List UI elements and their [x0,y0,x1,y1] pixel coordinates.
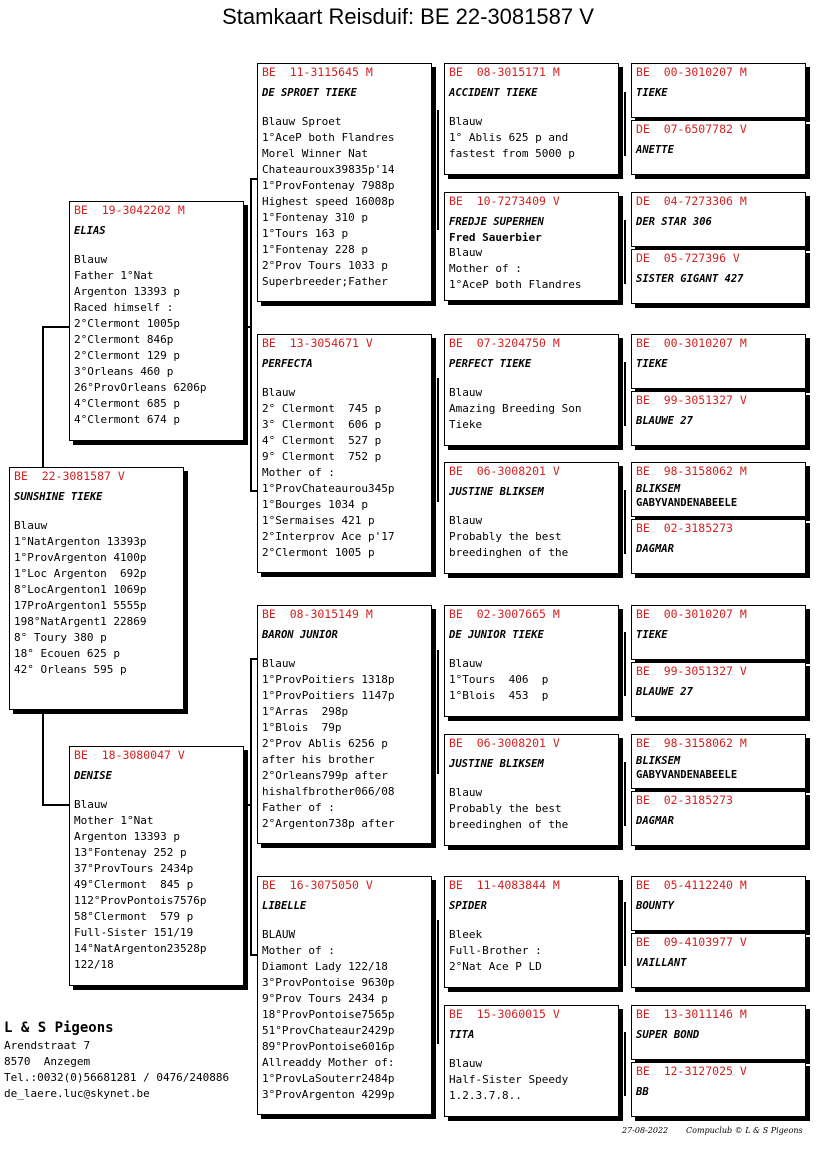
pigeon-name: VAILLANT [636,957,687,969]
ring-number: DE 04-7273306 M [636,194,747,208]
pigeon-card-ggp [444,462,619,574]
pigeon-card-dam-sire [257,605,432,844]
info-line: 8°LocArgenton1 1069p [14,583,147,596]
info-line: Half-Sister Speedy [449,1073,569,1086]
info-line: Blauw Sproet [262,115,342,128]
info-line: 1°Bourges 1034 p [262,498,368,511]
info-line: Full-Brother : [449,944,542,957]
info-line: 58°Clermont 579 p [74,910,194,923]
pigeon-card-ggp [444,734,619,846]
info-line: 2°Prov Ablis 6256 p [262,737,388,750]
ring-number: BE 08-3015171 M [449,65,560,79]
info-line: 1°Loc Argenton 692p [14,567,147,580]
info-line: 1°Blois 453 p [449,689,549,702]
info-line: 13°Fontenay 252 p [74,846,187,859]
info-line: Full-Sister 151/19 [74,926,194,939]
connector-line [244,326,252,328]
pigeon-card-ggp [444,605,619,717]
info-line: Mother 1°Nat [74,814,154,827]
info-line: Blauw [74,798,108,811]
pigeon-card-gggp [631,120,806,175]
info-line: Probably the best [449,530,562,543]
pigeon-card-gggp [631,63,806,118]
owner-city: 8570 Anzegem [4,1055,91,1068]
ring-number: BE 02-3185273 [636,793,733,807]
pigeon-card-gggp [631,192,806,247]
connector-line [244,804,252,806]
info-line: Probably the best [449,802,562,815]
pigeon-card-ggp [444,876,619,988]
pigeon-card-gggp [631,519,806,574]
pigeon-name: SISTER GIGANT 427 [636,273,744,285]
info-line: Mother of : [262,466,335,479]
info-line: 2°Interprov Ace p'17 [262,530,395,543]
ring-number: BE 08-3015149 M [262,607,373,621]
ring-number: BE 12-3127025 V [636,1064,747,1078]
info-line: 18° Ecouen 625 p [14,647,120,660]
ring-number: BE 07-3204750 M [449,336,560,350]
owner-email[interactable]: de_laere.luc@skynet.be [4,1087,150,1100]
info-line: Blauw [449,1057,483,1070]
connector-line [437,650,439,774]
ring-number: BE 98-3158062 M [636,736,747,750]
ring-number: BE 00-3010207 M [636,336,747,350]
pigeon-card-gggp [631,1062,806,1117]
info-line: 1°ProvArgenton 4100p [14,551,147,564]
info-line: Blauw [449,386,483,399]
info-line: Allreaddy Mother of: [262,1056,395,1069]
info-line: 4°Clermont 685 p [74,397,180,410]
info-line: 1°Tours 406 p [449,673,549,686]
connector-line [42,326,70,328]
info-line: 2°Clermont 1005 p [262,546,375,559]
info-line: Blauw [449,786,483,799]
info-line: 1.2.3.7.8.. [449,1089,522,1102]
info-line: 3° Clermont 606 p [262,418,382,431]
info-line: Tieke [449,418,483,431]
ring-number: BE 02-3007665 M [449,607,560,621]
info-line: 2°Clermont 1005p [74,317,180,330]
footer-credit: Compuclub © L & S Pigeons [686,1126,803,1135]
pigeon-card-subject [9,467,184,710]
pigeon-name: LIBELLE [262,900,307,912]
info-line: 1°ProvPoitiers 1318p [262,673,395,686]
pigeon-name: TITA [449,1029,475,1041]
info-line: Argenton 13393 p [74,285,180,298]
info-line: 2°Nat Ace P LD [449,960,542,973]
pigeon-card-gggp [631,605,806,660]
info-line: Raced himself : [74,301,174,314]
info-line: Chateauroux39835p'14 [262,163,395,176]
info-line: 1°ProvFontenay 7988p [262,179,395,192]
ring-number: BE 00-3010207 M [636,607,747,621]
info-line: 4° Clermont 527 p [262,434,382,447]
ring-number: BE 10-7273409 V [449,194,560,208]
info-line: Blauw [449,115,483,128]
info-line: Mother of : [449,262,522,275]
pigeon-name: ANETTE [636,144,674,156]
pigeon-name: BLAUWE 27 [636,415,693,427]
ring-number: BE 09-4103977 V [636,935,747,949]
pigeon-name: TIEKE [636,629,668,641]
connector-line [624,490,626,554]
info-line: BLAUW [262,928,296,941]
footer-date: 27-08-2022 [622,1126,669,1135]
pigeon-name: BB [636,1086,649,1098]
pigeon-name: BOUNTY [636,900,674,912]
connector-line [624,762,626,826]
owner-street: Arendstraat 7 [4,1039,91,1052]
ring-number: DE 05-727396 V [636,251,740,265]
info-line: 37°ProvTours 2434p [74,862,194,875]
pigeon-name: TIEKE [636,358,668,370]
pigeon-name: JUSTINE BLIKSEM [449,758,544,770]
info-line: after his brother [262,753,375,766]
pigeon-card-ggp [444,334,619,446]
info-line: Father 1°Nat [74,269,154,282]
pigeon-card-gggp [631,249,806,304]
ring-number: BE 99-3051327 V [636,664,747,678]
connector-line [437,920,439,1044]
pigeon-card-gggp [631,876,806,931]
pigeon-name: PERFECTA [262,358,313,370]
info-line: Blauw [262,386,296,399]
info-line: 2° Clermont 745 p [262,402,382,415]
info-line: 51°ProvChateaur2429p [262,1024,395,1037]
pigeon-card-gggp [631,791,806,846]
page-title: Stamkaart Reisduif: BE 22-3081587 V [222,4,594,29]
info-line: Morel Winner Nat [262,147,368,160]
ring-number: BE 18-3080047 V [74,748,185,762]
connector-line [250,658,252,954]
info-line: 1°ProvPoitiers 1147p [262,689,395,702]
pigeon-name: SUPER BOND [636,1029,700,1041]
pigeon-name: SUNSHINE TIEKE [14,491,103,503]
info-line: 2°Prov Tours 1033 p [262,259,388,272]
info-line: Father of : [262,801,335,814]
owner-info [4,1018,229,1102]
ring-number: BE 11-4083844 M [449,878,560,892]
pigeon-card-dam [69,746,244,986]
info-line: breedinghen of the [449,818,569,831]
pigeon-card-sire [69,201,244,441]
pigeon-name: SPIDER [449,900,487,912]
pigeon-card-ggp [444,192,619,301]
pigeon-card-gggp [631,391,806,446]
info-line: Blauw [449,514,483,527]
ring-number: BE 00-3010207 M [636,65,747,79]
info-line: 9°Prov Tours 2434 p [262,992,388,1005]
pigeon-name: ACCIDENT TIEKE [449,87,538,99]
info-line: 1°Blois 79p [262,721,342,734]
ring-number: BE 15-3060015 V [449,1007,560,1021]
pigeon-card-gggp [631,462,806,517]
info-line: 1°NatArgenton 13393p [14,535,147,548]
owner-name: L & S Pigeons [4,1020,114,1036]
pigeon-card-ggp [444,1005,619,1117]
info-line: Superbreeder;Father [262,275,388,288]
pigeon-card-gggp [631,1005,806,1060]
pigeon-card-sire-dam [257,334,432,573]
pigeon-card-gggp [631,662,806,717]
info-line: 42° Orleans 595 p [14,663,127,676]
connector-line [624,92,626,156]
connector-line [42,326,44,469]
info-line: Argenton 13393 p [74,830,180,843]
info-line: 2°Clermont 129 p [74,349,180,362]
info-line: 49°Clermont 845 p [74,878,194,891]
pigeon-name: DAGMAR [636,543,674,555]
connector-line [42,712,44,804]
owner-phone: Tel.:0032(0)56681281 / 0476/240886 [4,1071,230,1084]
ring-number: BE 22-3081587 V [14,469,125,483]
pigeon-card-gggp [631,933,806,988]
pigeon-name: BLIKSEM [636,755,681,767]
info-line: 3°ProvPontoise 9630p [262,976,395,989]
info-line: 1°ProvChateaurou345p [262,482,395,495]
pigeon-card-sire-sire [257,63,432,302]
connector-line [624,902,626,966]
info-line: 17ProArgenton1 5555p [14,599,147,612]
ring-number: BE 06-3008201 V [449,736,560,750]
pigeon-name: DE SPROET TIEKE [262,87,357,99]
connector-line [624,220,626,284]
pigeon-name: JUSTINE BLIKSEM [449,486,544,498]
ring-number: BE 19-3042202 M [74,203,185,217]
pigeon-owner: GABYVANDENABEELE [636,769,738,781]
pigeon-name: BLAUWE 27 [636,686,693,698]
connector-line [42,804,70,806]
info-line: 9° Clermont 752 p [262,450,382,463]
ring-number: BE 16-3075050 V [262,878,373,892]
info-line: 1°Sermaises 421 p [262,514,375,527]
connector-line [437,378,439,502]
ring-number: DE 07-6507782 V [636,122,747,136]
pigeon-card-dam-dam [257,876,432,1115]
info-line: 4°Clermont 674 p [74,413,180,426]
ring-number: BE 05-4112240 M [636,878,747,892]
info-line: Blauw [449,246,483,259]
info-line: 1°AceP both Flandres [449,278,582,291]
info-line: hishalfbrother066/08 [262,785,395,798]
connector-line [624,632,626,696]
ring-number: BE 13-3054671 V [262,336,373,350]
info-line: 122/18 [74,958,114,971]
ring-number: BE 13-3011146 M [636,1007,747,1021]
info-line: Amazing Breeding Son [449,402,582,415]
connector-line [250,178,252,490]
ring-number: BE 11-3115645 M [262,65,373,79]
info-line: Blauw [74,253,108,266]
info-line: 1°Fontenay 228 p [262,243,368,256]
info-line: Bleek [449,928,483,941]
info-line: 1°ProvLaSouterr2484p [262,1072,395,1085]
info-line: 8° Toury 380 p [14,631,107,644]
info-line: Blauw [449,657,483,670]
info-line: breedinghen of the [449,546,569,559]
ring-number: BE 98-3158062 M [636,464,747,478]
info-line: Blauw [14,519,48,532]
info-line: fastest from 5000 p [449,147,575,160]
pigeon-name: PERFECT TIEKE [449,358,532,370]
info-line: 3°ProvArgenton 4299p [262,1088,395,1101]
pigeon-card-gggp [631,334,806,389]
pigeon-name: BARON JUNIOR [262,629,338,641]
info-line: 3°Orleans 460 p [74,365,174,378]
connector-line [437,110,439,230]
pigeon-name: FREDJE SUPERHEN [449,216,544,228]
pigeon-subtitle: Fred Sauerbier [449,231,542,244]
pigeon-name: ELIAS [74,225,106,237]
ring-number: BE 99-3051327 V [636,393,747,407]
info-line: 1°Tours 163 p [262,227,349,240]
info-line: 2°Argenton738p after [262,817,395,830]
pigeon-card-ggp [444,63,619,175]
ring-number: BE 02-3185273 [636,521,733,535]
info-line: 14°NatArgenton23528p [74,942,207,955]
connector-line [624,362,626,426]
info-line: 112°ProvPontois7576p [74,894,207,907]
pigeon-card-gggp [631,734,806,789]
connector-line [624,1032,626,1096]
pigeon-name: DAGMAR [636,815,674,827]
pigeon-name: TIEKE [636,87,668,99]
pigeon-name: DENISE [74,770,112,782]
info-line: 26°ProvOrleans 6206p [74,381,207,394]
info-line: 198°NatArgent1 22869 [14,615,147,628]
info-line: 89°ProvPontoise6016p [262,1040,395,1053]
info-line: 1° Ablis 625 p and [449,131,569,144]
pigeon-owner: GABYVANDENABEELE [636,497,738,509]
pigeon-name: BLIKSEM [636,483,681,495]
ring-number: BE 06-3008201 V [449,464,560,478]
info-line: Diamont Lady 122/18 [262,960,388,973]
info-line: 18°ProvPontoise7565p [262,1008,395,1021]
info-line: Mother of : [262,944,335,957]
info-line: Blauw [262,657,296,670]
pigeon-name: DER STAR 306 [636,216,712,228]
pigeon-name: DE JUNIOR TIEKE [449,629,544,641]
info-line: 1°Fontenay 310 p [262,211,368,224]
info-line: 1°AceP both Flandres [262,131,395,144]
info-line: 1°Arras 298p [262,705,349,718]
info-line: 2°Clermont 846p [74,333,174,346]
info-line: 2°Orleans799p after [262,769,388,782]
info-line: Highest speed 16008p [262,195,395,208]
